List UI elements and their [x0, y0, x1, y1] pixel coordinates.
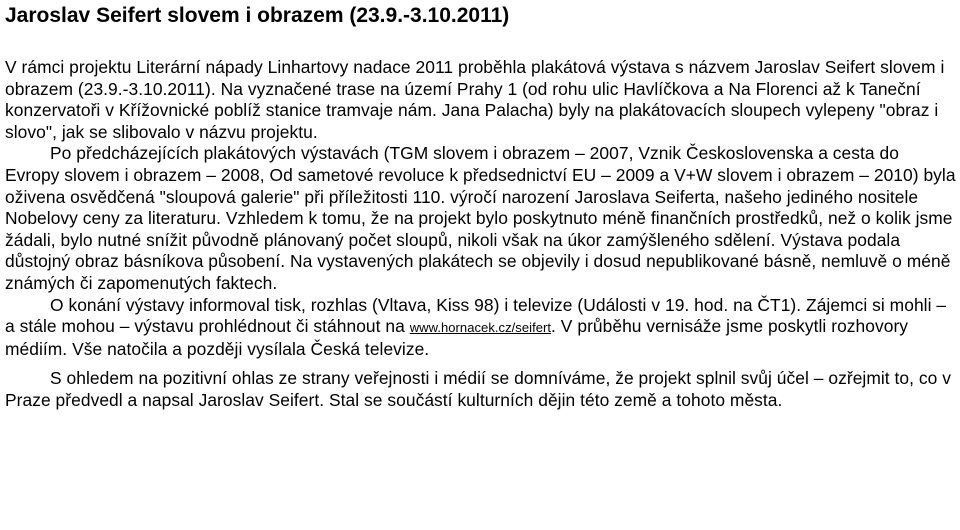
- seifert-link[interactable]: www.hornacek.cz/seifert: [409, 320, 552, 336]
- document-title: Jaroslav Seifert slovem i obrazem (23.9.-3.10.2011): [5, 4, 510, 27]
- document-page: [5, 0, 957, 412]
- paragraph-closing: S ohledem na pozitivní ohlas ze strany veřejnosti i médií se domníváme, že projekt splnil svůj účel – ozřejmit to, co v Praze předvedl a napsal Jaroslav Seifert. Stal se součástí kulturních dějin této země a tohoto města.: [5, 368, 952, 410]
- paragraph-media-text-2: . V průběhu vernisáže jsme poskytli rozhovory médiím. Vše natočila a později vysílala Česká televize.: [5, 316, 909, 359]
- paragraph-intro: V rámci projektu Literární nápady Linhartovy nadace 2011 proběhla plakátová výstava s názvem Jaroslav Seifert slovem i obrazem (23.9.-3.10.2011). Na vyznačené trase na území Prahy 1 (od rohu ulic Havlíčkova a Na Florenci až k Taneční konzervatoři v Křížovnické poblíž stanice tramvaje nám. Jana Palacha) byly na plakátovacích sloupech vylepeny "obraz i slovo", jak se slibovalo v názvu projektu.: [5, 57, 945, 142]
- paragraph-history: Po předcházejících plakátových výstavách (TGM slovem i obrazem – 2007, Vznik Československa a cesta do Evropy slovem i obrazem – 2008, Od sametové revoluce k předsednictví EU – 2009 a V+W slovem i obrazem – 2010) byla oživena osvědčená "sloupová galerie" při příležitosti 110. výročí narození Jaroslava Seiferta, našeho jediného nositele Nobelovy ceny za literaturu. Vzhledem k tomu, že na projekt bylo poskytnuto méně finančních prostředků, než o kolik jsme žádali, bylo nutné snížit původně plánovaný počet sloupů, nikoli však na úkor zamýšleného sdělení. Výstava podala důstojný obraz básníkova působení. Na vystavených plakátech se objevily i dosud nepublikované básně, nemluvě o méně známých či zapomenutých faktech.: [5, 143, 956, 293]
- paragraph-media: [5, 295, 957, 361]
- paragraph-media-text-1: O konání výstavy informoval tisk, rozhlas (Vltava, Kiss 98) i televize (Události v 19. hod. na ČT1). Zájemci si mohli – a stále mohou – výstavu prohlédnout či stáhnout na: [5, 294, 947, 337]
